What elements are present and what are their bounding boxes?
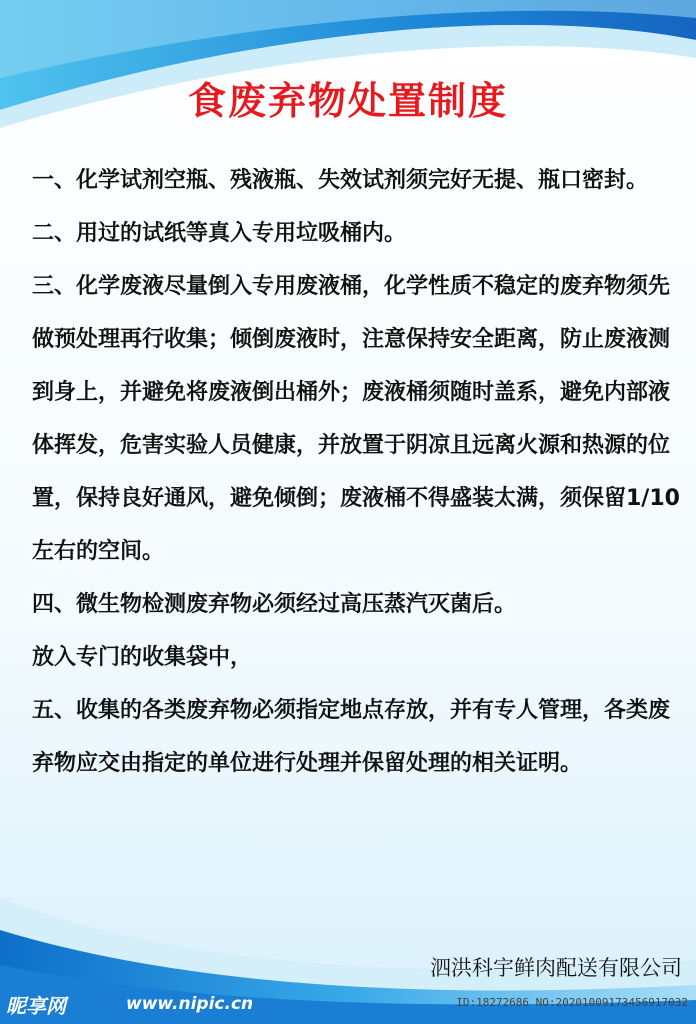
- paragraph-4-continued: 放入专门的收集袋中，: [32, 645, 253, 670]
- paragraph-4: 四、微生物检测废弃物必须经过高压蒸汽灭菌后。: [32, 592, 517, 617]
- watermark-url: www.nipic.cn: [126, 994, 254, 1014]
- paragraph-1: 一、化学试剂空瓶、残液瓶、失效试剂须完好无提、瓶口密封。: [32, 168, 649, 193]
- watermark-id: ID:18272686 NO:20201009173456917032: [456, 996, 688, 1009]
- paragraph-5: 五、收集的各类废弃物必须指定地点存放，并有专人管理，各类废弃物应交由指定的单位进行处理并保留处理的相关证明。: [32, 698, 671, 776]
- watermark-logo: 昵享网: [6, 994, 66, 1018]
- poster-title: 食废弃物处置制度: [187, 79, 508, 123]
- paragraph-2: 二、用过的试纸等真入专用垃吸桶内。: [32, 221, 407, 246]
- regulation-body: [32, 154, 682, 790]
- company-name: 泗洪科宇鲜肉配送有限公司: [430, 956, 682, 980]
- paragraph-3: 三、化学废液尽量倒入专用废液桶，化学性质不稳定的废弃物须先做预处理再行收集；倾倒废液时，注意保持安全距离，防止废液测到身上，并避免将废液倒出桶外；废液桶须随时盖系，避免内部液体挥发，危害实验人员健康，并放置于阴凉且远离火源和热源的位置，保持良好通风，避免倾倒；废液桶不得盛装太满，须保留1/10左右的空间。: [32, 274, 680, 564]
